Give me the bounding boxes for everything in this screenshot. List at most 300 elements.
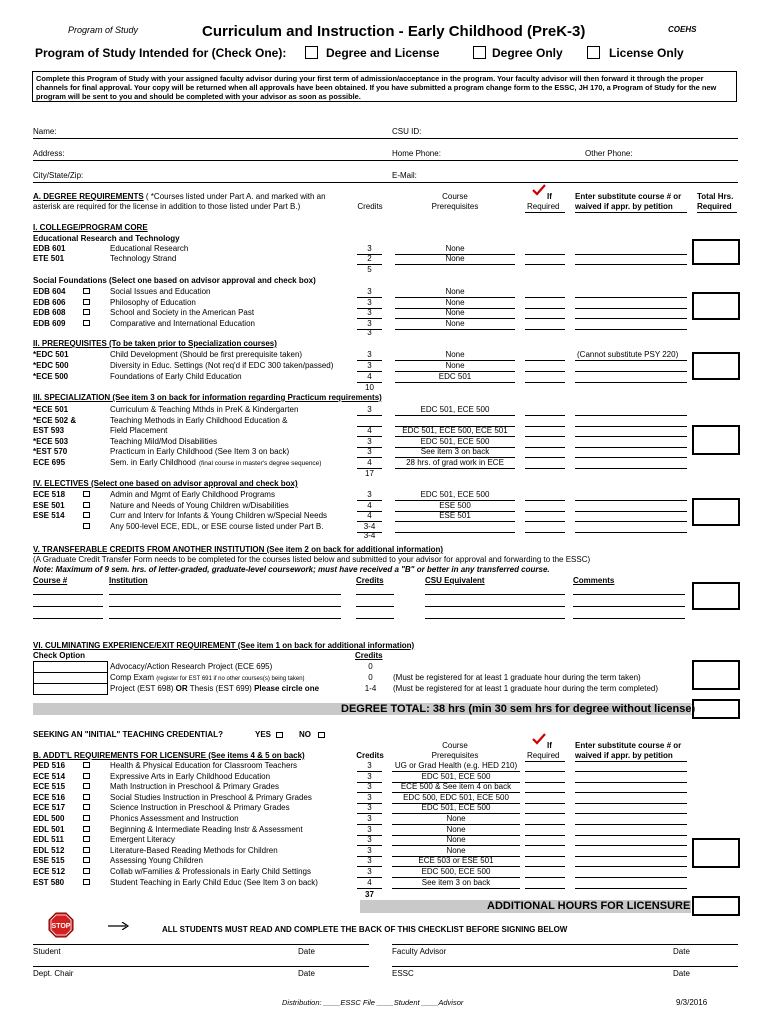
student-signature-label: Student: [33, 947, 61, 956]
course-name-text: Social Studies Instruction in Preschool & Primary Grades: [110, 792, 312, 802]
b-col-substitute: Enter substitute course # or waived if appr. by petition: [575, 741, 682, 760]
course-name: [110, 244, 188, 254]
foundations-subtotal: 3: [367, 328, 372, 337]
transfer-entry-field[interactable]: [356, 594, 394, 595]
required-field[interactable]: [525, 426, 565, 427]
required-field[interactable]: [525, 371, 565, 372]
course-name-text: Practicum in Early Childhood (See Item 3 on back): [110, 447, 290, 456]
course-select-checkbox[interactable]: [83, 762, 90, 768]
course-credits: 2: [367, 254, 372, 263]
course-name-text: Emergent Literacy: [110, 835, 175, 845]
course-name: [110, 772, 270, 782]
course-credits: 3: [367, 447, 372, 456]
project-label: Project (EST 698): [110, 684, 174, 693]
course-credits: 3: [367, 761, 372, 770]
spec-title-text: III. SPECIALIZATION (See item 3 on back for information regarding Practicum requirements): [33, 393, 382, 402]
course-credits: 4: [367, 457, 372, 467]
col-required: Required: [527, 202, 560, 211]
culminating-row-1-credits: 0: [368, 662, 373, 671]
college-label: COEHS: [668, 25, 697, 34]
course-credits: 3: [367, 308, 372, 317]
course-name: [110, 298, 196, 308]
core-subtotal: 5: [367, 265, 372, 274]
version-date: 9/3/2016: [676, 998, 708, 1007]
course-name-text: Literature-Based Reading Methods for Children: [110, 845, 278, 855]
course-prereq: ESE 501: [439, 511, 471, 520]
substitute-field[interactable]: [575, 877, 687, 878]
course-code: EDB 608: [33, 308, 66, 317]
course-name: [110, 867, 311, 877]
spec-subtotal: 17: [365, 469, 374, 478]
substitute-field[interactable]: [575, 835, 687, 836]
course-name-text: Foundations of Early Child Education: [110, 372, 242, 381]
course-prereq: See item 3 on back: [421, 877, 491, 887]
substitute-field[interactable]: [575, 782, 687, 783]
required-field[interactable]: [525, 888, 565, 889]
required-field[interactable]: [525, 845, 565, 846]
other-phone-label: Other Phone:: [585, 149, 633, 158]
course-code: ECE 695: [33, 457, 66, 467]
section-b-title: [33, 751, 305, 761]
course-select-checkbox[interactable]: [83, 794, 90, 800]
course-select-checkbox[interactable]: [83, 868, 90, 874]
required-field[interactable]: [525, 803, 565, 804]
course-select-checkbox[interactable]: [83, 491, 90, 497]
course-name-text: Admin and Mgmt of Early Childhood Programs: [110, 490, 275, 499]
col-substitute: Enter substitute course # or waived if appr. by petition: [575, 192, 682, 211]
course-code: PED 516: [33, 761, 66, 770]
substitute-field[interactable]: [575, 792, 687, 793]
course-select-checkbox[interactable]: [83, 773, 90, 779]
name-label: Name:: [33, 127, 57, 136]
section-b-title-text: B. ADDT'L REQUIREMENTS FOR LICENSURE (See items 4 & 5 on back): [33, 751, 305, 760]
prereq-underline: [392, 888, 520, 889]
required-field[interactable]: [525, 264, 565, 265]
course-name-text: Curriculum & Teaching Mthds in PreK & Kindergarten: [110, 405, 299, 414]
course-prereq: None: [445, 308, 465, 317]
course-prereq: None: [445, 244, 465, 253]
course-substitute-note: (Cannot substitute PSY 220): [577, 350, 679, 359]
course-name-text: Expressive Arts in Early Childhood Education: [110, 771, 271, 781]
substitute-field[interactable]: [575, 318, 687, 319]
substitute-field[interactable]: [575, 329, 687, 330]
course-name: [110, 856, 203, 866]
required-field[interactable]: [525, 254, 565, 255]
prereq-underline: [395, 468, 515, 469]
date-label-1: Date: [298, 947, 315, 956]
course-name: [110, 254, 176, 264]
course-name: [110, 447, 289, 457]
culminating-title: [33, 641, 414, 651]
spec-title: [33, 393, 382, 403]
additional-hours-box[interactable]: [692, 896, 740, 916]
required-field[interactable]: [525, 532, 565, 533]
course-name-text: Math Instruction in Preschool & Primary Grades: [110, 782, 279, 792]
course-credits: 3: [367, 814, 372, 823]
substitute-field[interactable]: [575, 771, 687, 772]
course-name: [110, 761, 297, 771]
col-if: If: [547, 192, 552, 201]
date-label-4: Date: [673, 969, 690, 978]
course-credits: 3: [367, 824, 372, 834]
course-code: ECE 516: [33, 792, 66, 802]
course-code: *ECE 501: [33, 405, 69, 414]
dept-chair-label: Dept. Chair: [33, 969, 74, 978]
course-credits: 3: [367, 436, 372, 446]
substitute-field[interactable]: [575, 468, 687, 469]
transfer-total-box[interactable]: [692, 582, 740, 610]
course-name-text: Student Teaching in Early Child Educ (See Item 3 on back): [110, 877, 318, 887]
course-select-checkbox[interactable]: [83, 836, 90, 842]
prereq-underline: [395, 415, 515, 416]
course-code: ESE 501: [33, 500, 65, 510]
required-field[interactable]: [525, 856, 565, 857]
required-field[interactable]: [525, 877, 565, 878]
course-name-text: Nature and Needs of Young Children w/Disabilities: [110, 500, 289, 510]
course-prereq: See item 3 on back: [420, 447, 490, 456]
course-prereq: None: [446, 814, 466, 823]
course-code: ECE 515: [33, 782, 66, 792]
substitute-field[interactable]: [575, 457, 687, 458]
core-subtitle: Educational Research and Technology: [33, 234, 180, 243]
required-field[interactable]: [525, 329, 565, 330]
required-field[interactable]: [525, 468, 565, 469]
course-code: EDB 601: [33, 244, 66, 253]
col-total: Total Hrs. Required: [697, 192, 734, 211]
course-code: ESE 514: [33, 511, 65, 520]
prereq-subtotal: 10: [365, 383, 374, 392]
course-credits: 3: [367, 297, 372, 307]
course-prereq: EDC 500, EDC 501, ECE 500: [403, 792, 509, 802]
course-name: [110, 511, 327, 521]
required-field[interactable]: [525, 500, 565, 501]
address-label: Address:: [33, 149, 65, 158]
course-prereq: None: [446, 835, 466, 845]
seeking-yes-checkbox[interactable]: [276, 732, 283, 738]
course-prereq: None: [445, 361, 465, 370]
degree-and-license-checkbox[interactable]: [305, 46, 318, 59]
culminating-total-box[interactable]: [692, 660, 740, 690]
transfer-col-institution: Institution: [109, 576, 148, 585]
additional-hours-label: ADDITIONAL HOURS FOR LICENSURE: [487, 900, 691, 912]
substitute-field[interactable]: [575, 500, 687, 501]
substitute-field[interactable]: [575, 511, 687, 512]
required-field[interactable]: [525, 824, 565, 825]
transfer-entry-field[interactable]: [573, 594, 685, 595]
course-select-checkbox[interactable]: [83, 320, 90, 326]
col-credits: Credits: [357, 202, 383, 211]
course-code: *EDC 500: [33, 361, 69, 370]
required-field[interactable]: [525, 297, 565, 298]
prereq-underline: [395, 264, 515, 265]
transfer-title: [33, 545, 443, 555]
course-select-checkbox[interactable]: [83, 826, 90, 832]
transfer-entry-field[interactable]: [573, 618, 685, 619]
course-code: ETE 501: [33, 254, 65, 263]
course-select-checkbox[interactable]: [83, 783, 90, 789]
course-credits: 3: [367, 782, 372, 792]
required-field[interactable]: [525, 813, 565, 814]
transfer-col-equivalent: CSU Equivalent: [425, 576, 485, 585]
culminating-row-2-comment: (Must be registered for at least 1 graduate hour during the term taken): [393, 673, 641, 682]
course-prereq: ESE 500: [439, 500, 471, 510]
course-select-checkbox[interactable]: [83, 879, 90, 885]
section-b-total-box[interactable]: [692, 838, 740, 868]
course-prereq: None: [445, 350, 465, 359]
substitute-field[interactable]: [575, 856, 687, 857]
course-name: [110, 814, 239, 824]
section-a-heading: [33, 192, 353, 212]
course-prereq: None: [445, 254, 465, 263]
substitute-field[interactable]: [575, 254, 687, 255]
culminating-credits-label: Credits: [355, 651, 383, 660]
course-credits: 4: [367, 426, 372, 435]
course-select-checkbox[interactable]: [83, 523, 90, 529]
substitute-field[interactable]: [575, 845, 687, 846]
course-prereq: EDC 501, ECE 500: [420, 405, 490, 414]
course-select-checkbox[interactable]: [83, 512, 90, 518]
comp-exam-note: (register for EST 691 if no other courses(s) being taken): [156, 676, 305, 682]
transfer-entry-field[interactable]: [356, 618, 394, 619]
course-credits: 3: [367, 867, 372, 876]
course-name-text: Beginning & Intermediate Reading Instr & Assessment: [110, 824, 303, 834]
course-code: EDL 511: [33, 835, 64, 845]
required-field[interactable]: [525, 308, 565, 309]
substitute-field[interactable]: [575, 532, 687, 533]
substitute-field[interactable]: [575, 426, 687, 427]
course-name: [110, 361, 333, 371]
course-name: [110, 319, 255, 329]
course-credits: 4: [367, 372, 372, 381]
foundations-title: Social Foundations (Select one based on advisor approval and check box): [33, 276, 316, 285]
core-total-box[interactable]: [692, 239, 740, 265]
checkmark-icon-b: [532, 733, 546, 745]
transfer-entry-field[interactable]: [425, 606, 565, 607]
required-field[interactable]: [525, 792, 565, 793]
course-code: *EST 570: [33, 447, 68, 456]
course-credits: 4: [367, 511, 372, 520]
course-prereq: None: [446, 824, 466, 834]
course-code: EDB 606: [33, 297, 66, 307]
course-code: *ECE 502 &: [33, 415, 77, 425]
email-label: E-Mail:: [392, 171, 417, 180]
culminating-check-box[interactable]: [33, 661, 108, 695]
substitute-field[interactable]: [575, 803, 687, 804]
course-prereq: UG or Grad Health (e.g. HED 210): [394, 761, 518, 770]
prereq-title: [33, 339, 277, 349]
transfer-entry-field[interactable]: [356, 606, 394, 607]
culminating-title-text: VI. CULMINATING EXPERIENCE/EXIT REQUIREMENT (See item 1 on back for additional information): [33, 641, 415, 650]
degree-total-box[interactable]: [692, 699, 740, 719]
or-label: OR: [175, 684, 188, 693]
transfer-entry-field[interactable]: [109, 606, 341, 607]
course-select-checkbox[interactable]: [83, 299, 90, 305]
culminating-row-3: [110, 684, 319, 694]
required-field[interactable]: [525, 511, 565, 512]
culminating-row-2-credits: 0: [368, 673, 373, 682]
course-name: [110, 501, 289, 511]
course-select-checkbox[interactable]: [83, 309, 90, 315]
course-prereq: None: [445, 297, 465, 307]
thesis-label: Thesis (EST 699): [189, 684, 252, 693]
required-field[interactable]: [525, 771, 565, 772]
seeking-no-label: NO: [299, 730, 311, 739]
license-only-label: License Only: [609, 46, 684, 60]
required-field[interactable]: [525, 835, 565, 836]
transfer-entry-field[interactable]: [33, 606, 103, 607]
course-name-text: Comparative and International Education: [110, 318, 255, 328]
required-field[interactable]: [525, 447, 565, 448]
foundations-total-box[interactable]: [692, 292, 740, 320]
course-credits: 3: [367, 792, 372, 802]
course-select-checkbox[interactable]: [83, 857, 90, 863]
substitute-field[interactable]: [575, 866, 687, 867]
course-credits: 4: [367, 500, 372, 510]
b-col-prereq: Course Prerequisites: [431, 741, 479, 760]
course-code: ECE 518: [33, 490, 66, 499]
culminating-row-3-credits: 1-4: [364, 684, 377, 693]
course-name: [110, 846, 278, 856]
circle-one-label: Please circle one: [254, 684, 320, 693]
prereq-underline: [395, 532, 515, 533]
substitute-field[interactable]: [575, 297, 687, 298]
course-code: EST 580: [33, 877, 65, 887]
substitute-field[interactable]: [575, 264, 687, 265]
culminating-row-3-comment: (Must be registered for at least 1 graduate hour during the term completed): [393, 684, 659, 693]
course-prereq: None: [446, 845, 466, 855]
substitute-field[interactable]: [575, 824, 687, 825]
spec-total-box[interactable]: [692, 425, 740, 455]
checkmark-icon: [532, 184, 546, 196]
course-name-note: (final course in master's degree sequence): [198, 459, 322, 467]
course-code: *ECE 503: [33, 436, 69, 446]
substitute-field[interactable]: [575, 436, 687, 437]
course-code: *ECE 500: [33, 372, 69, 381]
required-field[interactable]: [525, 866, 565, 867]
course-prereq: 28 hrs. of grad work in ECE: [406, 457, 504, 467]
substitute-field[interactable]: [575, 813, 687, 814]
course-credits: 3: [367, 845, 372, 855]
substitute-field[interactable]: [575, 415, 687, 416]
course-name: [110, 308, 254, 318]
course-name-text: Phonics Assessment and Instruction: [110, 814, 239, 823]
essc-label: ESSC: [392, 969, 414, 978]
course-code: EDL 512: [33, 845, 65, 855]
degree-only-checkbox[interactable]: [473, 46, 486, 59]
course-select-checkbox[interactable]: [83, 804, 90, 810]
culminating-row-2: [110, 673, 305, 684]
course-select-checkbox[interactable]: [83, 502, 90, 508]
course-name-text: Teaching Methods in Early Childhood Education &: [110, 415, 288, 425]
credits-underline: [357, 415, 382, 416]
section-a-title: A. DEGREE REQUIREMENTS: [33, 192, 144, 201]
substitute-field[interactable]: [575, 888, 687, 889]
license-only-checkbox[interactable]: [587, 46, 600, 59]
substitute-field[interactable]: [575, 308, 687, 309]
prereq-underline: [395, 329, 515, 330]
course-select-checkbox[interactable]: [83, 815, 90, 821]
course-prereq: EDC 501, ECE 500: [421, 803, 491, 813]
check-option-label: Check Option: [33, 651, 86, 660]
course-name-text: Philosophy of Education: [110, 297, 196, 307]
course-prereq: EDC 501, ECE 500: [420, 490, 490, 499]
seeking-yes-label: YES: [255, 730, 272, 739]
course-select-checkbox[interactable]: [83, 847, 90, 853]
course-code: ECE 514: [33, 771, 66, 781]
course-prereq: EDC 501, ECE 500: [421, 771, 491, 781]
seeking-no-checkbox[interactable]: [318, 732, 325, 738]
required-field[interactable]: [525, 782, 565, 783]
transfer-entry-field[interactable]: [109, 618, 341, 619]
course-name-text: Social Issues and Education: [110, 287, 211, 296]
required-field[interactable]: [525, 415, 565, 416]
transfer-entry-field[interactable]: [425, 618, 565, 619]
course-credits: 3: [367, 318, 372, 328]
course-prereq: EDC 501, ECE 500, ECE 501: [402, 426, 508, 435]
course-credits: 3: [367, 856, 372, 866]
section-a-note: ( *Courses listed under Part A. and marked with an asterisk are required for the license in addition to those listed under Part B.): [33, 192, 326, 211]
course-name: [110, 287, 211, 297]
home-phone-label: Home Phone:: [392, 149, 441, 158]
prereq-total-box[interactable]: [692, 352, 740, 380]
course-prereq: None: [445, 318, 465, 328]
required-field[interactable]: [525, 521, 565, 522]
course-credits: 3: [367, 287, 372, 296]
electives-total-box[interactable]: [692, 498, 740, 526]
course-name: [110, 416, 287, 426]
course-credits: 3: [367, 771, 372, 781]
b-col-credits: Credits: [356, 751, 384, 760]
required-field[interactable]: [525, 457, 565, 458]
course-code: ESE 515: [33, 856, 65, 866]
electives-title-text: IV. ELECTIVES (Select one based on advisor approval and check box): [33, 479, 298, 488]
required-field[interactable]: [525, 382, 565, 383]
substitute-field[interactable]: [575, 521, 687, 522]
required-field[interactable]: [525, 360, 565, 361]
course-code: *EDC 501: [33, 350, 69, 359]
course-select-checkbox[interactable]: [83, 288, 90, 294]
course-name-text: Educational Research: [110, 244, 189, 253]
course-name-text: Assessing Young Children: [110, 856, 203, 866]
course-name-text: Field Placement: [110, 426, 168, 435]
intended-label: Program of Study Intended for (Check One):: [35, 46, 287, 60]
substitute-field[interactable]: [575, 371, 687, 372]
transfer-line1: (A Graduate Credit Transfer Form needs to be completed for the courses listed below and submitted to your advisor for approval and forwarding to the ESSC): [33, 555, 591, 564]
course-name: [110, 522, 323, 532]
substitute-field[interactable]: [575, 447, 687, 448]
required-field[interactable]: [525, 318, 565, 319]
course-name: [110, 835, 175, 845]
required-field[interactable]: [525, 436, 565, 437]
substitute-field[interactable]: [575, 382, 687, 383]
transfer-col-credits: Credits: [356, 576, 384, 585]
course-name-text: Child Development (Should be first prerequisite taken): [110, 350, 303, 359]
transfer-entry-field[interactable]: [109, 594, 341, 595]
instructions-text: Complete this Program of Study with your assigned faculty advisor during your first term of admission/acceptance in the program. Your faculty advisor will then forward it through the proper channels for final approval. Your copy will be returned when all approvals have been obtained. If you have submitted a program change form to the ESSC, JH 170, a Program of Study for the new program will be sent to you and should be completed with your advisor as soon as possible.: [36, 74, 717, 101]
prereq-title-text: II. PREREQUISITES (To be taken prior to Specialization courses): [33, 339, 277, 348]
transfer-entry-field[interactable]: [573, 606, 685, 607]
transfer-entry-field[interactable]: [33, 618, 103, 619]
city-label: City/State/Zip:: [33, 171, 84, 180]
transfer-entry-field[interactable]: [425, 594, 565, 595]
transfer-entry-field[interactable]: [33, 594, 103, 595]
course-credits: 3: [367, 835, 372, 845]
csu-id-label: CSU ID:: [392, 127, 422, 136]
course-prereq: ECE 503 or ESE 501: [418, 856, 494, 866]
course-name-text: Health & Physical Education for Classroom Teachers: [110, 761, 298, 770]
course-credits: 3: [367, 350, 372, 359]
substitute-field[interactable]: [575, 360, 687, 361]
